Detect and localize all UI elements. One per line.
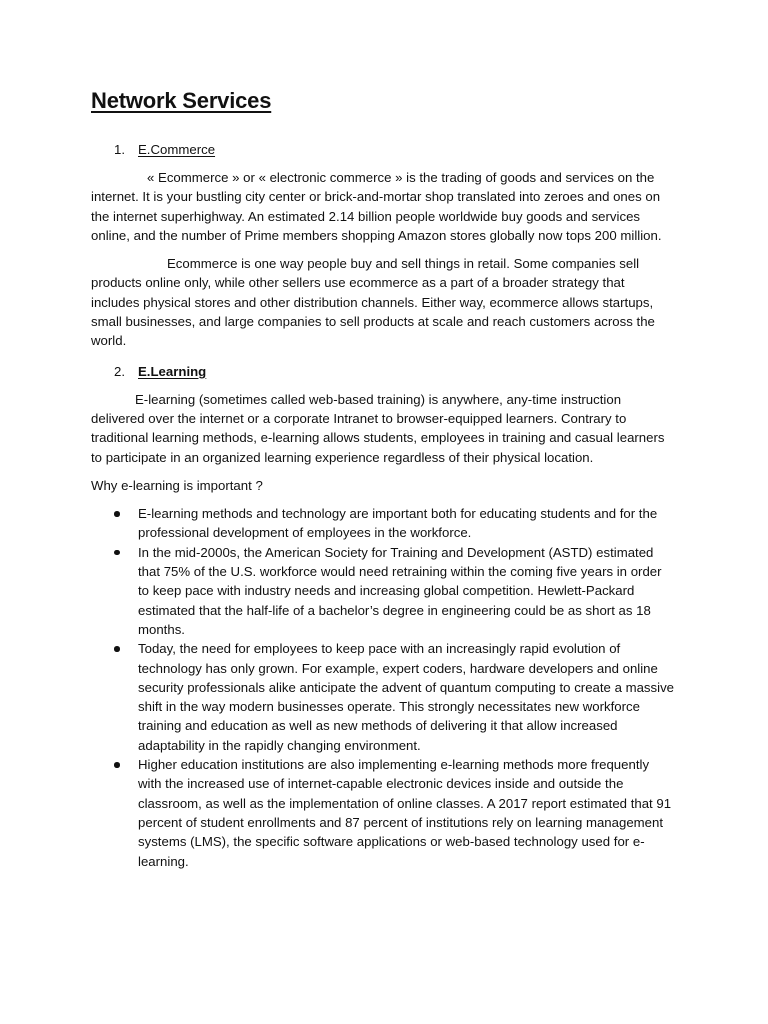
bullet-icon	[114, 550, 120, 556]
section-number: 1.	[114, 142, 126, 157]
section-heading-label: E.Learning	[138, 363, 207, 379]
elearning-paragraph-1: E-learning (sometimes called web-based training) is anywhere, any-time instruction delivered over the internet or a corporate Intranet to browser-equipped learners. Contrary to traditional learning methods, e-learning allows students, employees in training and casual learners to participate in an organized learning experience regardless of their physical location.	[91, 391, 665, 465]
list-item	[91, 504, 675, 543]
list-item	[91, 543, 675, 639]
bullet-icon	[114, 511, 120, 517]
elearning-question: Why e-learning is important ?	[91, 477, 263, 493]
section-heading-label: E.Commerce	[138, 142, 216, 157]
list-item-text: Higher education institutions are also implementing e-learning methods more frequently with the increased use of internet-capable electronic devices inside and outside the classroom, as well as the implementation of online classes. A 2017 report estimated that 91 percent of student enrollments and 87 percent of institutions rely on learning management systems (LMS), the specific software applications or web-based technology used for e-learning.	[138, 757, 672, 869]
document-title: Network Services	[91, 88, 272, 113]
section-heading-elearning	[91, 362, 675, 381]
elearning-bullet-list	[91, 504, 675, 871]
list-item	[91, 755, 675, 871]
bullet-icon	[114, 762, 120, 768]
list-item	[91, 639, 675, 755]
ecommerce-paragraph-2: Ecommerce is one way people buy and sell things in retail. Some companies sell products online only, while other sellers use ecommerce as a part of a broader strategy that includes physical stores and other distribution channels. Either way, ecommerce allows startups, small businesses, and large companies to sell products at scale and reach customers across the world.	[91, 256, 655, 349]
list-item-text: In the mid-2000s, the American Society for Training and Development (ASTD) estimated that 75% of the U.S. workforce would need retraining within the coming five years in order to keep pace with industry needs and increasing global competition. Hewlett-Packard estimated that the half-life of a bachelor’s degree in engineering could be as short as 18 months.	[138, 544, 662, 637]
bullet-icon	[114, 646, 120, 652]
list-item-text: Today, the need for employees to keep pace with an increasingly rapid evolution of technology has only grown. For example, expert coders, hardware developers and online security professionals alike anticipate the advent of quantum computing to create a massive shift in the way modern businesses operate. This strongly necessitates new workforce training and education as well as new methods of delivering it that allow increased adaptability in the rapidly changing environment.	[138, 641, 675, 753]
section-number: 2.	[114, 363, 126, 379]
list-item-text: E-learning methods and technology are important both for educating students and for the professional development of employees in the workforce.	[138, 506, 658, 541]
ecommerce-paragraph-1: « Ecommerce » or « electronic commerce » is the trading of goods and services on the internet. It is your bustling city center or brick-and-mortar shop translated into zeroes and ones on the internet superhighway. An estimated 2.14 billion people worldwide buy goods and services online, and the number of Prime members shopping Amazon stores globally now tops 200 million.	[91, 170, 662, 243]
section-heading-ecommerce	[91, 140, 675, 159]
document-page	[91, 86, 675, 871]
